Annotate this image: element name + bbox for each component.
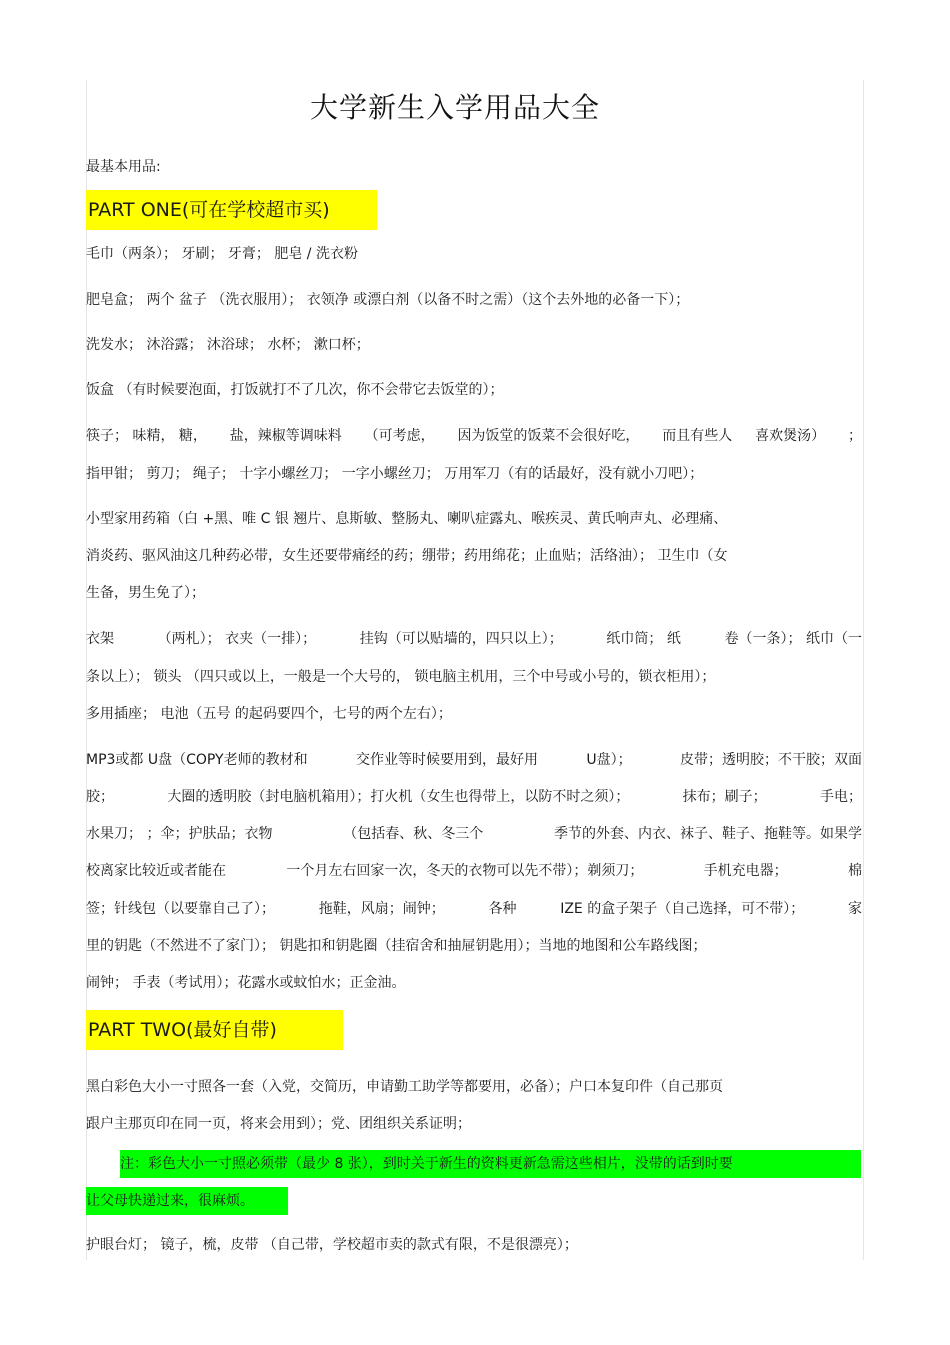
text-line: 肥皂盒； 两个 盆子 （洗衣服用）； 衣领净 或漂白剂（以备不时之需）（这个去外地的必备一下）； [86, 292, 690, 308]
text-line: 黑白彩色大小一寸照各一套（入党，交简历，申请勤工助学等都要用，必备）；户口本复印件（自己那页 [86, 1079, 723, 1095]
text-line: 消炎药、驱风油这几种药必带，女生还要带痛经的药；绷带；药用绵花；止血贴；活络油）； 卫生巾（女 [86, 548, 728, 564]
document-title: 大学新生入学用品大全 [309, 91, 600, 124]
text-line [86, 427, 862, 445]
text-line: 指甲钳； 剪刀； 绳子； 十字小螺丝刀； 一字小螺丝刀； 万用军刀（有的话最好，没有就小刀吧）； [86, 466, 704, 482]
text-segment: 校离家比较近或者能在 [86, 863, 226, 879]
text-segment: 各种 [488, 901, 517, 917]
text-line: 跟户主那页印在同一页，将来会用到）；党、团组织关系证明； [86, 1116, 471, 1132]
text-line: 护眼台灯； 镜子，梳，皮带 （自己带，学校超市卖的款式有限，不是很漂亮）； [86, 1237, 578, 1253]
text-segment: （两札）； 衣夹（一排）； [157, 631, 317, 647]
text-segment: 皮带；透明胶；不干胶；双面 [679, 752, 862, 768]
text-segment: 抹布；刷子； [682, 789, 767, 805]
text-segment: 手电； [819, 789, 862, 805]
text-line [86, 900, 862, 918]
text-segment: （可考虑， [364, 428, 435, 444]
page-border-right [863, 80, 864, 1260]
text-line [86, 825, 862, 843]
text-segment: 签；针线包（以要靠自己了）； [86, 901, 275, 917]
part-two-heading: PART TWO(最好自带) [86, 1010, 343, 1050]
text-line: 生备，男生免了）； [86, 585, 205, 601]
text-line [86, 751, 862, 769]
text-segment: 筷子； 味精， 糖， [86, 428, 207, 444]
text-segment: ； [847, 428, 862, 444]
text-line: 条以上）； 锁头 （四只或以上，一般是一个大号的， 锁电脑主机用，三个中号或小号的，锁衣柜用）； [86, 669, 716, 685]
text-segment: 一个月左右回家一次，冬天的衣物可以先不带）；剃须刀； [286, 863, 644, 879]
text-segment: 手机充电器； [703, 863, 788, 879]
note-highlight: 注：彩色大小一寸照必须带（最少 8 张），到时关于新生的资料更新急需这些相片，没带的话到时要 [120, 1150, 861, 1178]
text-line [86, 862, 862, 880]
text-segment: 水果刀； ；伞；护肤品；衣物 [86, 826, 273, 842]
text-segment: 因为饭堂的饭菜不会很好吃， [457, 428, 640, 444]
note-highlight-continued: 让父母快递过来，很麻烦。 [86, 1187, 288, 1215]
text-segment: 交作业等时候要用到，最好用 [355, 752, 538, 768]
text-segment: IZE 的盒子架子（自己选择，可不带）； [560, 901, 805, 917]
text-segment: 衣架 [86, 631, 114, 647]
text-line [86, 630, 862, 648]
text-line: 饭盒 （有时候要泡面，打饭就打不了几次，你不会带它去饭堂的）； [86, 382, 504, 398]
text-segment: MP3或都 U盘（COPY老师的教材和 [86, 752, 308, 768]
text-segment: U盘）； [586, 752, 632, 768]
text-line: 毛巾（两条）； 牙刷； 牙膏； 肥皂 / 洗衣粉 [86, 246, 358, 262]
text-line: 多用插座； 电池（五号 的起码要四个，七号的两个左右）； [86, 706, 452, 722]
text-segment: 盐，辣椒等调味料 [229, 428, 342, 444]
part-one-heading: PART ONE(可在学校超市买) [86, 190, 377, 230]
text-segment: （包括春、秋、冬三个 [343, 826, 484, 842]
text-line: 小型家用药箱（白 +黑、唯 C 银 翘片、息斯敏、整肠丸、喇叭症露丸、喉疾灵、黄氏响声丸、必理痛、 [86, 511, 728, 527]
text-line [86, 788, 862, 806]
text-line: 里的钥匙（不然进不了家门）； 钥匙扣和钥匙圈（挂宿舍和抽屉钥匙用）；当地的地图和公车路线图； [86, 938, 707, 954]
text-segment: 而且有些人 [662, 428, 733, 444]
text-segment: 棉 [847, 863, 862, 879]
text-line: 闹钟； 手表（考试用）；花露水或蚊怕水；正金油。 [86, 975, 406, 991]
text-segment: 家 [847, 901, 862, 917]
text-segment: 大圈的透明胶（封电脑机箱用）；打火机（女生也得带上，以防不时之须）； [167, 789, 630, 805]
text-segment: 纸巾筒； 纸 [606, 631, 681, 647]
intro-line: 最基本用品: [86, 159, 161, 175]
text-segment: 挂钩（可以贴墙的，四只以上）； [359, 631, 563, 647]
text-segment: 季节的外套、内衣、袜子、鞋子、拖鞋等。如果学 [553, 826, 862, 842]
text-segment: 胶； [86, 789, 114, 805]
text-segment: 喜欢煲汤） [755, 428, 826, 444]
text-line: 洗发水； 沐浴露； 沐浴球； 水杯； 漱口杯； [86, 337, 370, 353]
text-segment: 拖鞋，风扇；闹钟； [318, 901, 445, 917]
text-segment: 卷（一条）； 纸巾（一 [724, 631, 862, 647]
